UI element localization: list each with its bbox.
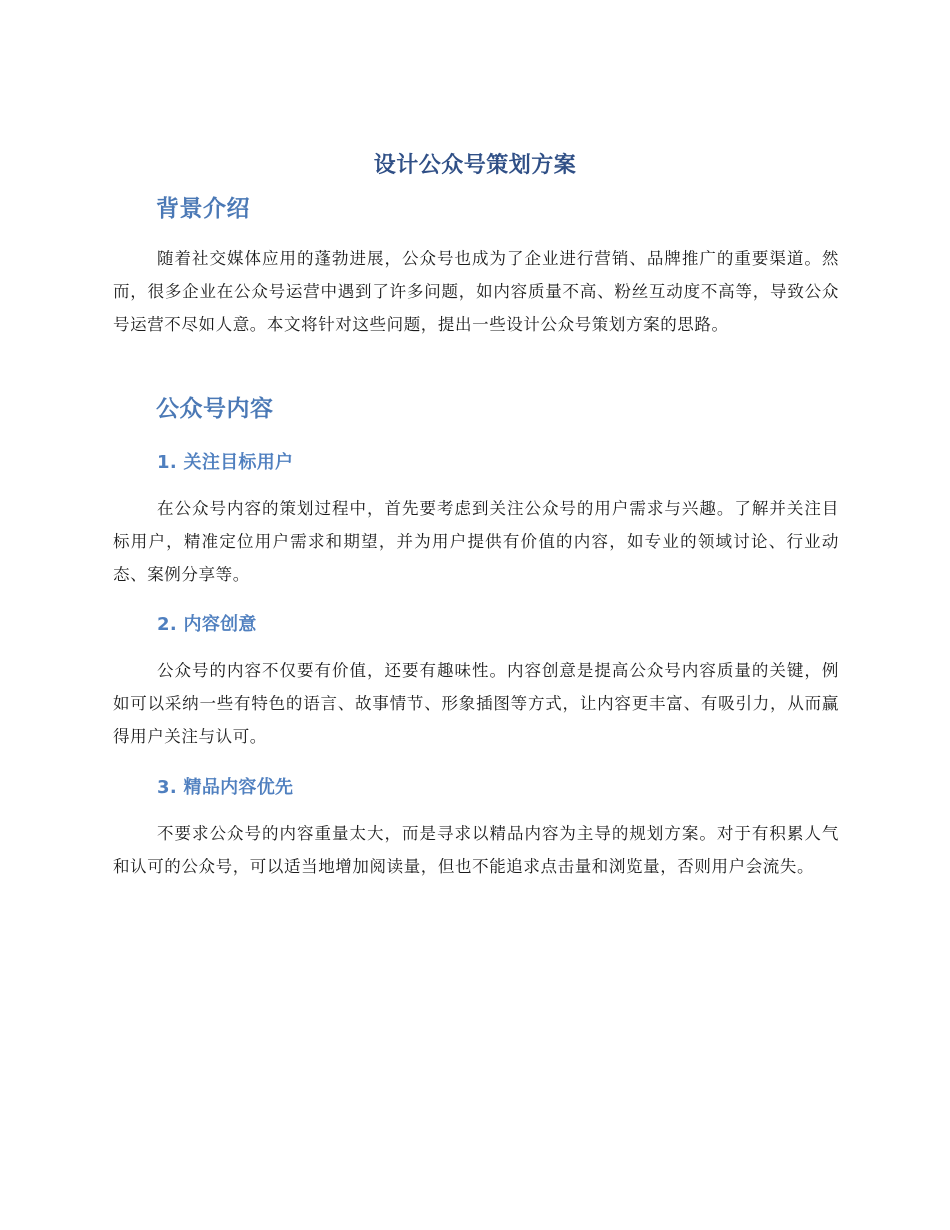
document-title: 设计公众号策划方案 xyxy=(373,153,577,178)
target-users-paragraph: 在公众号内容的策划过程中，首先要考虑到关注公众号的用户需求与兴趣。了解并关注目标用户，精准定位用户需求和期望，并为用户提供有价值的内容，如专业的领域讨论、行业动态、案例分享等。 xyxy=(113,499,839,584)
subsection-heading-target-users: 1. 关注目标用户 xyxy=(157,452,294,473)
content-creativity-paragraph: 公众号的内容不仅要有价值，还要有趣味性。内容创意是提高公众号内容质量的关键，例如可以采纳一些有特色的语言、故事情节、形象插图等方式，让内容更丰富、有吸引力，从而赢得用户关注与认可。 xyxy=(113,661,839,746)
quality-first-paragraph: 不要求公众号的内容重量太大，而是寻求以精品内容为主导的规划方案。对于有积累人气和认可的公众号，可以适当地增加阅读量，但也不能追求点击量和浏览量，否则用户会流失。 xyxy=(113,824,839,876)
section-heading-background: 背景介绍 xyxy=(156,196,250,222)
background-paragraph: 随着社交媒体应用的蓬勃进展，公众号也成为了企业进行营销、品牌推广的重要渠道。然而，很多企业在公众号运营中遇到了许多问题，如内容质量不高、粉丝互动度不高等，导致公众号运营不尽如人意。本文将针对这些问题，提出一些设计公众号策划方案的思路。 xyxy=(113,249,839,334)
subsection-heading-content-creativity: 2. 内容创意 xyxy=(157,614,257,635)
section-heading-content: 公众号内容 xyxy=(156,396,274,422)
subsection-heading-quality-first: 3. 精品内容优先 xyxy=(157,777,294,798)
